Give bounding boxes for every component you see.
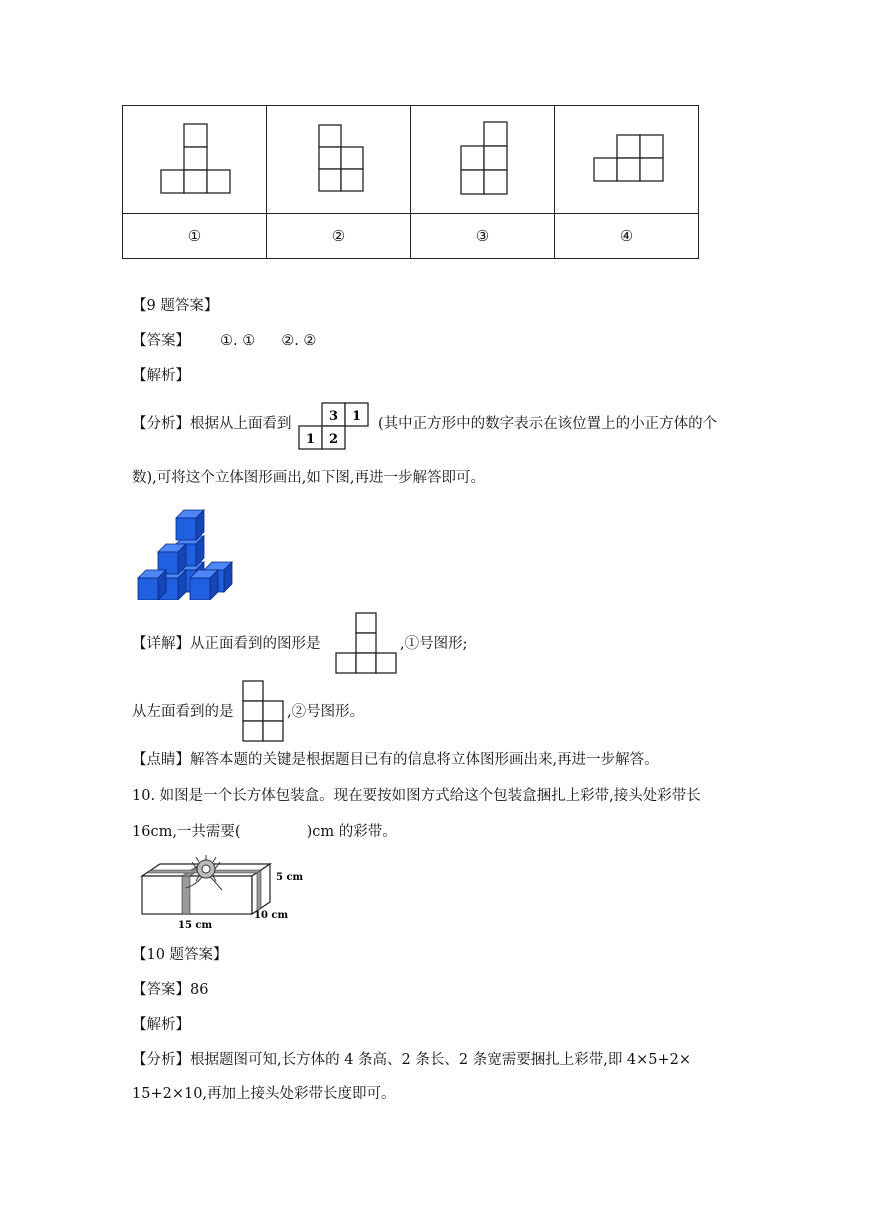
left-view-figure — [242, 680, 286, 742]
q9-fenxi-prefix: 【分析】根据从上面看到 — [132, 416, 292, 432]
q9-fenxi-suffix: (其中正方形中的数字表示在该位置上的小正方体的个 — [378, 416, 718, 432]
view-figure-1 — [123, 106, 267, 214]
top-view-num-d: 2 — [328, 432, 339, 447]
view-figure-4 — [555, 106, 699, 214]
top-view-num-c: 1 — [305, 432, 316, 447]
q9-dianjing: 【点睛】解答本题的关键是根据题目已有的信息将立体图形画出来,再进一步解答。 — [132, 752, 659, 768]
q9-detail-suffix: ,①号图形; — [400, 636, 468, 652]
q9-answer-label: 【答案】 — [132, 333, 190, 349]
view-label-3: ③ — [411, 214, 555, 259]
q9-answer-line — [132, 331, 316, 351]
front-view-figure — [335, 612, 399, 674]
view-options-table — [122, 105, 699, 259]
q9-answer-1: ①. ① — [220, 333, 256, 349]
q10-question-part-b: )cm 的彩带。 — [306, 824, 397, 840]
top-view-num-b: 1 — [351, 409, 362, 424]
cube-stack-figure — [132, 500, 244, 600]
q10-question-line1: 10. 如图是一个长方体包装盒。现在要按如图方式给这个包装盒捆扎上彩带,接头处彩带长 — [132, 788, 701, 804]
q10-answer: 【答案】86 — [132, 982, 209, 998]
q9-left-suffix: ,②号图形。 — [287, 704, 365, 720]
q9-left-prefix: 从左面看到的是 — [132, 704, 234, 720]
box-width-label: 10 cm — [254, 910, 289, 921]
gift-box-figure — [136, 852, 312, 932]
top-view-num-a: 3 — [328, 409, 339, 424]
q10-fenxi-line2: 15+2×10,再加上接头处彩带长度即可。 — [132, 1086, 396, 1102]
top-view-grid — [297, 402, 375, 450]
q10-fenxi-line1: 【分析】根据题图可知,长方体的 4 条高、2 条长、2 条宽需要捆扎上彩带,即 4×5+2× — [132, 1052, 692, 1068]
q9-analysis-header: 【解析】 — [132, 368, 190, 384]
view-figure-3 — [411, 106, 555, 214]
q9-fenxi-line2: 数),可将这个立体图形画出,如下图,再进一步解答即可。 — [132, 470, 485, 486]
q10-answer-header: 【10 题答案】 — [132, 947, 228, 963]
q9-answer-header: 【9 题答案】 — [132, 298, 219, 314]
view-label-2: ② — [267, 214, 411, 259]
q9-answer-2: ②. ② — [281, 333, 317, 349]
view-label-4: ④ — [555, 214, 699, 259]
q9-detail-prefix: 【详解】从正面看到的图形是 — [132, 636, 321, 652]
view-figure-2 — [267, 106, 411, 214]
box-height-label: 5 cm — [276, 872, 304, 883]
view-label-1: ① — [123, 214, 267, 259]
q10-question-part-a: 16cm,一共需要( — [132, 824, 241, 840]
box-length-label: 15 cm — [178, 920, 213, 931]
q10-analysis-header: 【解析】 — [132, 1017, 190, 1033]
q10-question-line2 — [132, 822, 397, 842]
